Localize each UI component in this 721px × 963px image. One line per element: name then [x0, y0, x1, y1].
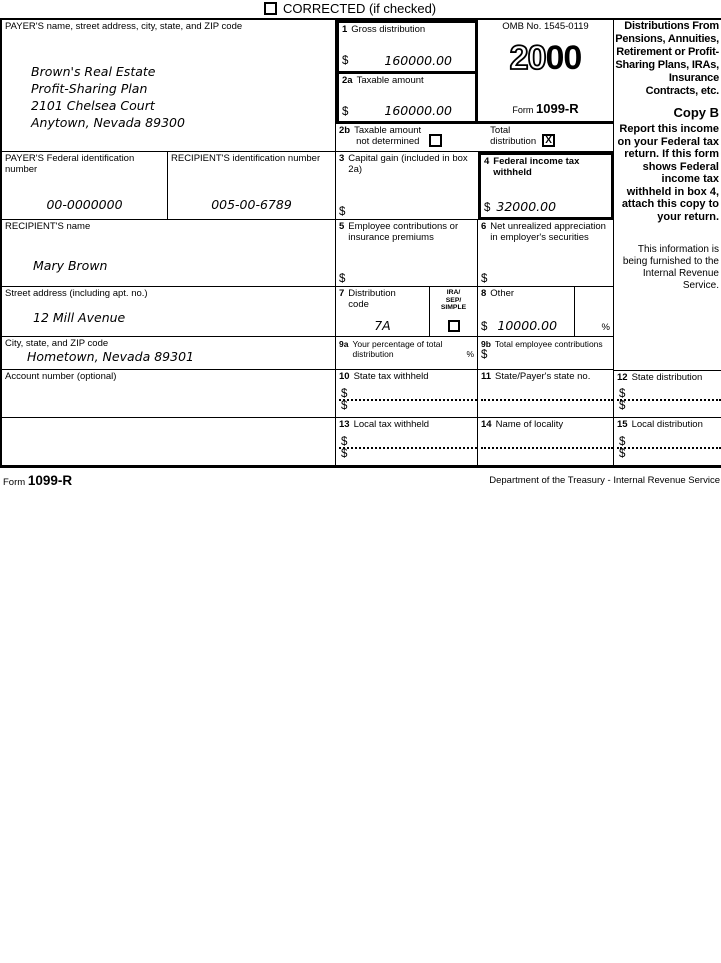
- box9b-dollar-sign: $: [481, 349, 488, 361]
- box3: [336, 152, 478, 220]
- box2a-label: Taxable amount: [356, 74, 424, 86]
- box8-dollar-sign: $: [481, 320, 488, 333]
- copy-b-instructions: Report this income on your Federal tax return. If this form shows Federal income tax withheld in box 4, attach this copy to your return.: [617, 123, 719, 223]
- box12-label: State distribution: [631, 372, 703, 383]
- box12-dollar2: $: [619, 400, 626, 412]
- box1-label: Gross distribution: [351, 24, 426, 35]
- box1-number: 1: [342, 24, 348, 35]
- box11: [478, 370, 614, 418]
- footer-form-word: Form: [3, 477, 26, 488]
- corrected-header: [264, 1, 436, 16]
- box4-dollar-sign: $: [484, 201, 491, 214]
- box10-line2: [339, 401, 477, 417]
- box9a: [336, 337, 478, 370]
- box10: [336, 370, 478, 418]
- form-number: 1099-R: [536, 100, 579, 116]
- box7-number: 7: [339, 288, 345, 299]
- box5: [336, 220, 478, 287]
- box1: [339, 23, 475, 71]
- box2b-label: [354, 126, 421, 147]
- box2b-label-line2: not determined: [356, 135, 420, 147]
- box9a-percent-sign: %: [466, 349, 474, 359]
- box5-dollar-sign: $: [339, 272, 346, 285]
- box15: [614, 418, 721, 465]
- box9a-label-line2: distribution: [352, 349, 394, 359]
- ira-line: SEP/: [445, 296, 462, 304]
- box9a-label: [352, 339, 474, 359]
- box3-number: 3: [339, 153, 345, 164]
- ira-sep-simple-checkbox[interactable]: [448, 320, 460, 332]
- box8-number: 8: [481, 288, 487, 299]
- city-state-zip-label: City, state, and ZIP code: [5, 338, 109, 349]
- tax-year: [481, 38, 610, 77]
- box8-percent-cell: [575, 287, 614, 337]
- box7-label: [348, 289, 396, 310]
- box12-dollar1: $: [619, 387, 626, 400]
- box14: [478, 418, 614, 465]
- box10-dollar1: $: [341, 387, 348, 400]
- corrected-label: CORRECTED (if checked): [283, 1, 437, 16]
- recipient-id-label: RECIPIENT'S identification number: [171, 153, 321, 164]
- box15-line2: [617, 449, 721, 465]
- ira-line: SIMPLE: [440, 304, 467, 311]
- box11-line2: [481, 401, 613, 417]
- recipient-id-value[interactable]: 005-00-6789: [211, 197, 292, 212]
- box15-dollar2: $: [619, 448, 626, 460]
- box9b-label: Total employee contributions: [494, 339, 603, 349]
- payer-label: PAYER'S name, street address, city, state, and ZIP code: [5, 21, 243, 32]
- footer-form-number-value: 1099-R: [27, 473, 73, 488]
- payer-federal-id-value[interactable]: 00-0000000: [46, 197, 123, 212]
- box1-dollar-sign: $: [342, 55, 349, 67]
- box13: [336, 418, 478, 465]
- tax-year-solid: 00: [545, 38, 582, 77]
- box14-number: 14: [481, 419, 492, 430]
- payer-block: [2, 20, 336, 152]
- total-distribution-label: [490, 126, 536, 147]
- box15-line1: [617, 431, 721, 450]
- box7-label-line2: code: [348, 298, 369, 310]
- total-distribution-line2: distribution: [490, 135, 537, 147]
- payer-line: Brown's Real Estate: [31, 63, 156, 79]
- furnished-note: This information is being furnished to the Internal Revenue Service.: [622, 244, 719, 291]
- box13-line2: [339, 449, 477, 465]
- box3-label: Capital gain (included in box 2a): [348, 153, 468, 175]
- box8: [478, 287, 575, 337]
- box8-label: Other: [490, 288, 515, 299]
- box4-label: Federal income tax withheld: [493, 156, 580, 178]
- box11-number: 11: [481, 371, 492, 382]
- box9b-number: 9b: [481, 339, 491, 349]
- box13-label: Local tax withheld: [353, 419, 430, 430]
- box7-value[interactable]: 7A: [374, 318, 391, 333]
- box5-number: 5: [339, 221, 345, 232]
- street-address-cell: [2, 287, 336, 337]
- box13-line1: [339, 431, 477, 450]
- box10-label: State tax withheld: [353, 371, 429, 382]
- box7-label-line1: Distribution: [348, 288, 396, 299]
- box10-number: 10: [339, 371, 350, 382]
- empty-cell: [2, 418, 336, 465]
- box6-label: Net unrealized appreciation in employer's securities: [490, 221, 606, 243]
- payer-federal-id-label: PAYER'S Federal identification number: [5, 153, 135, 175]
- form-number-line: [481, 100, 610, 120]
- city-state-zip-cell: [2, 337, 336, 370]
- box12-line2: [617, 401, 721, 417]
- box2b: [336, 124, 614, 152]
- corrected-checkbox[interactable]: [264, 2, 277, 15]
- city-state-zip-value[interactable]: Hometown, Nevada 89301: [27, 348, 194, 364]
- box9b: [478, 337, 614, 370]
- ira-sep-simple-label: [441, 289, 466, 312]
- payer-value[interactable]: [31, 63, 332, 131]
- box6-number: 6: [481, 221, 487, 232]
- box2b-label-line1: Taxable amount: [354, 125, 422, 136]
- box4: [478, 152, 614, 220]
- box9a-label-line1: Your percentage of total: [352, 339, 443, 349]
- street-address-label: Street address (including apt. no.): [5, 288, 148, 299]
- box1-value[interactable]: 160000.00: [384, 52, 453, 68]
- form-word: Form: [512, 104, 534, 115]
- box2a-dollar-sign: $: [342, 105, 349, 118]
- total-distribution-line1: Total: [490, 125, 511, 136]
- box14-line1: [481, 431, 613, 450]
- box5-label: Employee contributions or insurance premiums: [348, 221, 459, 243]
- recipient-name-value[interactable]: Mary Brown: [33, 257, 108, 273]
- box12-line1: [617, 384, 721, 402]
- box4-value[interactable]: 32000.00: [496, 199, 557, 214]
- right-instruction-column: [614, 20, 721, 370]
- box15-label: Local distribution: [631, 419, 703, 430]
- recipient-name-cell: [2, 220, 336, 287]
- omb-box: [478, 20, 614, 124]
- ira-sep-simple-cell: [430, 287, 478, 337]
- box13-dollar1: $: [341, 435, 348, 448]
- ira-line: IRA/: [446, 289, 461, 296]
- box12: [614, 370, 721, 418]
- copy-b-label: Copy B: [673, 105, 719, 120]
- payer-federal-id-cell: [2, 152, 168, 220]
- box10-dollar2: $: [341, 400, 348, 412]
- recipient-name-label: RECIPIENT'S name: [5, 221, 91, 232]
- box6: [478, 220, 614, 287]
- form-grid: [0, 18, 721, 468]
- box8-value[interactable]: 10000.00: [497, 318, 558, 333]
- box2b-number: 2b: [339, 125, 351, 136]
- box8-percent-sign: %: [601, 321, 610, 333]
- account-number-label: Account number (optional): [5, 371, 117, 382]
- box2a: [339, 71, 475, 122]
- box4-number: 4: [484, 156, 490, 167]
- box11-line1: [481, 383, 613, 402]
- box7: [336, 287, 430, 337]
- box11-label: State/Payer's state no.: [495, 371, 591, 382]
- box2a-value[interactable]: 160000.00: [384, 103, 453, 118]
- payer-line: Profit-Sharing Plan: [31, 80, 148, 96]
- account-number-cell[interactable]: [2, 370, 336, 418]
- total-distribution-checkbox[interactable]: X: [542, 134, 555, 147]
- box1-2a-group: [336, 20, 478, 124]
- tax-year-outline: 20: [509, 38, 546, 77]
- omb-number: OMB No. 1545-0119: [502, 21, 589, 32]
- payer-line: 2101 Chelsea Court: [31, 97, 155, 113]
- box6-dollar-sign: $: [481, 272, 488, 285]
- box13-number: 13: [339, 419, 350, 430]
- box10-line1: [339, 383, 477, 402]
- footer-form-number: [3, 473, 72, 488]
- box14-line2: [481, 449, 613, 465]
- box13-dollar2: $: [341, 448, 348, 460]
- box2a-number: 2a: [342, 74, 353, 86]
- form-title: Distributions From Pensions, Annuities, Retirement or Profit-Sharing Plans, IRAs, Insurance Contracts, etc.: [615, 20, 719, 97]
- box15-number: 15: [617, 419, 628, 430]
- box3-dollar-sign: $: [339, 205, 346, 218]
- taxable-not-determined-checkbox[interactable]: [429, 134, 442, 147]
- box12-number: 12: [617, 372, 628, 383]
- street-address-value[interactable]: 12 Mill Avenue: [33, 309, 126, 325]
- footer-department: Department of the Treasury - Internal Revenue Service: [489, 475, 720, 486]
- recipient-id-cell: [168, 152, 336, 220]
- payer-line: Anytown, Nevada 89300: [31, 114, 185, 130]
- box15-dollar1: $: [619, 435, 626, 448]
- box9a-number: 9a: [339, 339, 349, 349]
- box14-label: Name of locality: [495, 419, 564, 430]
